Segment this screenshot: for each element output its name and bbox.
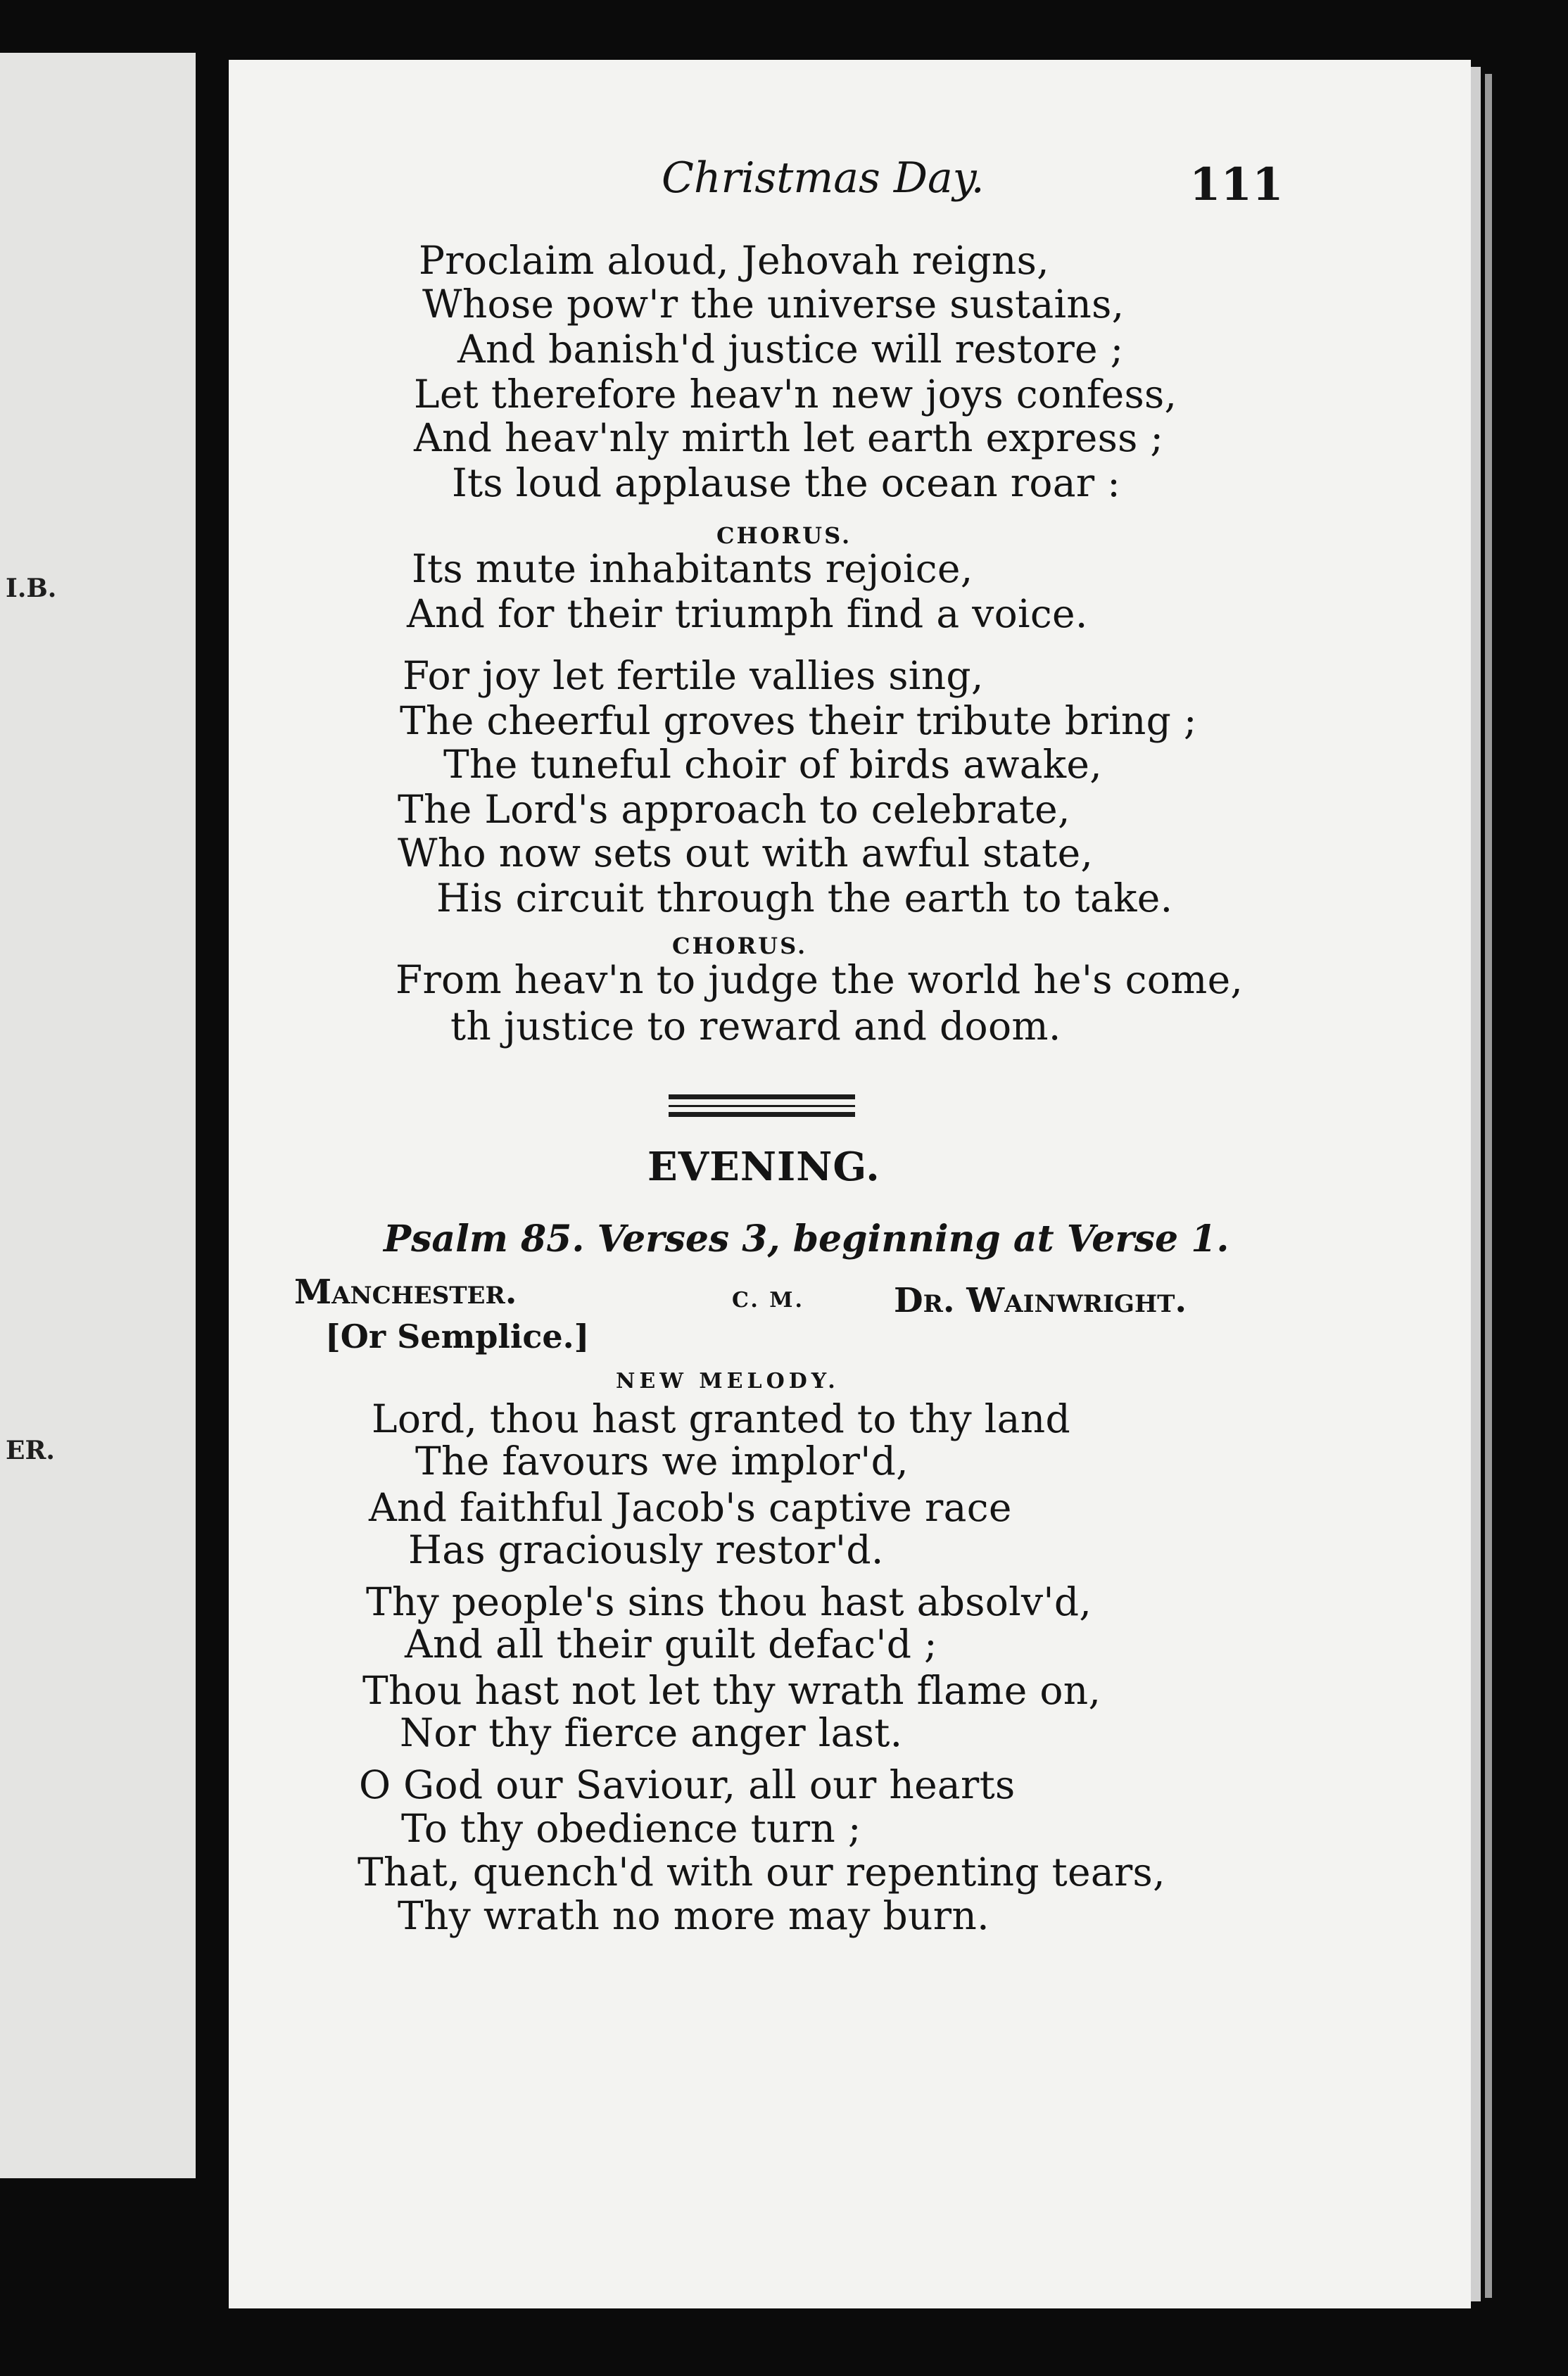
verse-line: Nor thy fierce anger last.	[400, 1710, 903, 1755]
verse-line: And faithful Jacob's captive race	[369, 1485, 1012, 1530]
verse-line: Thy people's sins thou hast absolv'd,	[366, 1579, 1092, 1624]
chorus-label: CHORUS.	[716, 522, 852, 549]
section-title: EVENING.	[647, 1144, 880, 1190]
verse-line: Its loud applause the ocean roar :	[452, 460, 1121, 505]
page-number: 111	[1189, 158, 1284, 211]
verse-line: His circuit through the earth to take.	[436, 876, 1173, 921]
melody-label: NEW MELODY.	[616, 1369, 840, 1394]
verse-line: Whose pow'r the universe sustains,	[422, 282, 1125, 327]
verse-line: Who now sets out with awful state,	[398, 830, 1094, 876]
verse-line: O God our Saviour, all our hearts	[359, 1762, 1016, 1807]
psalm-reference: Psalm 85. Verses 3, beginning at Verse 1.	[384, 1218, 1229, 1260]
meter: C. M.	[732, 1288, 804, 1313]
composer: Dr. Wainwright.	[894, 1281, 1187, 1320]
verse-line: Has graciously restor'd.	[408, 1527, 884, 1572]
verse-line: The Lord's approach to celebrate,	[398, 787, 1070, 832]
section-divider	[669, 1105, 855, 1107]
verse-line: And banish'd justice will restore ;	[457, 327, 1124, 372]
verse-line: Thy wrath no more may burn.	[398, 1893, 990, 1938]
verse-line: And all their guilt defac'd ;	[405, 1622, 937, 1667]
left-page-text-fragment: I.B.	[6, 574, 57, 603]
verse-line: Lord, thou hast granted to thy land	[372, 1396, 1071, 1441]
verse-line: Thou hast not let thy wrath flame on,	[362, 1668, 1101, 1713]
verse-line: To thy obedience turn ;	[401, 1806, 861, 1851]
verse-line: th justice to reward and doom.	[450, 1004, 1061, 1049]
verse-line: That, quench'd with our repenting tears,	[358, 1850, 1165, 1895]
tune-alternative: [Or Semplice.]	[325, 1317, 590, 1356]
verse-line: From heav'n to judge the world he's come,	[396, 957, 1244, 1002]
verse-line: Proclaim aloud, Jehovah reigns,	[419, 238, 1049, 283]
section-divider	[669, 1112, 855, 1117]
verse-line: And for their triumph find a voice.	[407, 591, 1088, 636]
verse-line: Let therefore heav'n new joys confess,	[414, 372, 1177, 417]
chorus-label: CHORUS.	[672, 933, 808, 959]
verse-line: The favours we implor'd,	[415, 1439, 909, 1484]
section-divider	[669, 1094, 855, 1099]
left-page-text-fragment: ER.	[6, 1436, 55, 1465]
verse-line: The cheerful groves their tribute bring ;	[400, 698, 1197, 743]
verse-line: And heav'nly mirth let earth express ;	[414, 415, 1164, 460]
verse-line: For joy let fertile vallies sing,	[403, 653, 984, 698]
running-head: Christmas Day.	[662, 153, 985, 203]
verse-line: The tuneful choir of birds awake,	[443, 742, 1103, 787]
tune-name: Manchester.	[294, 1272, 517, 1312]
verse-line: Its mute inhabitants rejoice,	[412, 546, 973, 591]
